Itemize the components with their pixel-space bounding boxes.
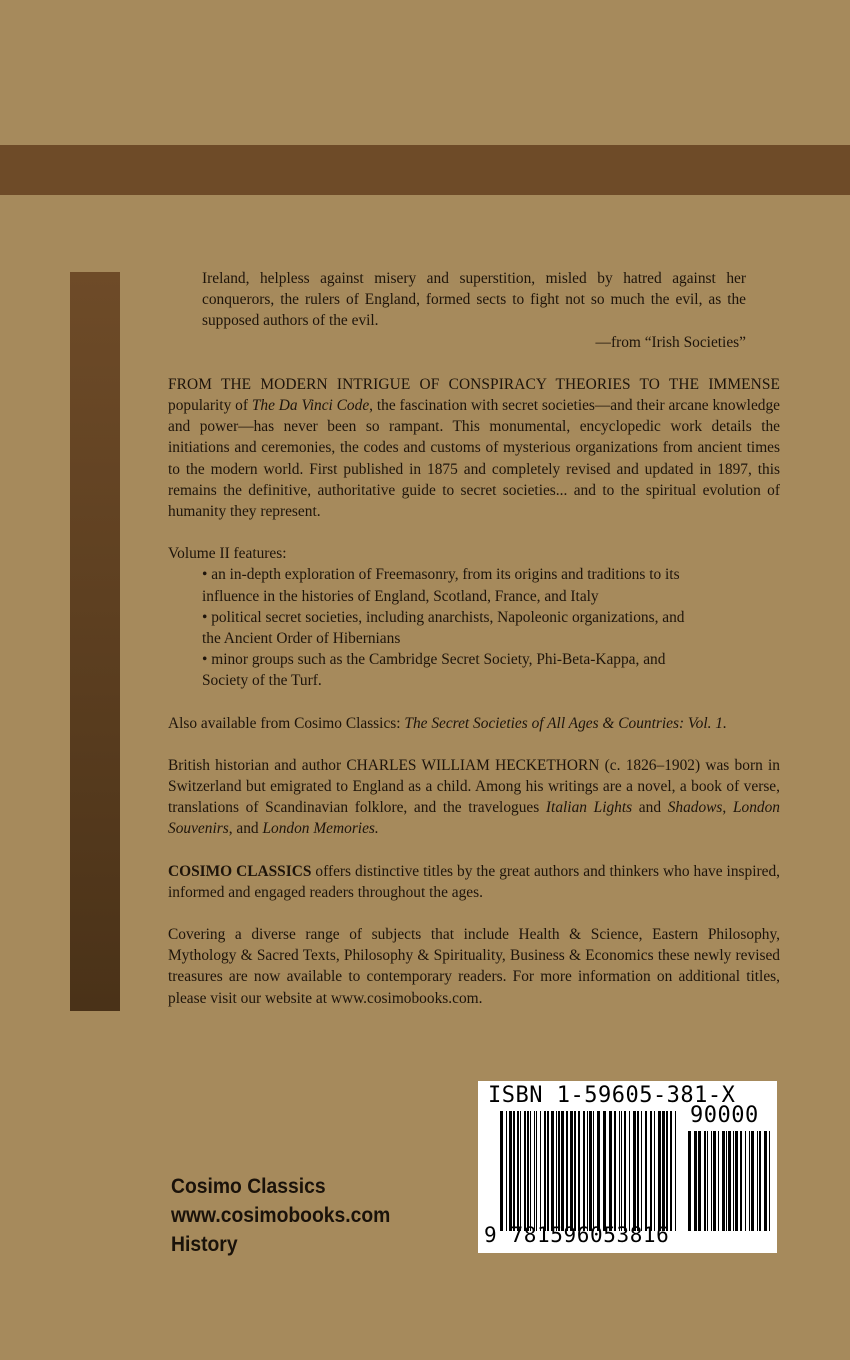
bio-title-london-memories: London Memories. xyxy=(262,820,379,838)
side-bar xyxy=(70,272,120,1011)
feature-item: • an in-depth exploration of Freemasonry, from its origins and traditions to its influence in the histories of England, Scotland, France, and Italy xyxy=(202,566,680,605)
barcode-bar xyxy=(764,1131,767,1231)
barcode-bar xyxy=(544,1111,546,1231)
bio-title-shadows: Shadows xyxy=(667,799,723,817)
back-cover-text xyxy=(168,268,780,1009)
bio-connector: , and xyxy=(228,820,263,838)
barcode-bar xyxy=(527,1111,529,1231)
barcode-bar xyxy=(733,1131,734,1231)
epigraph-source: —from “Irish Societies” xyxy=(595,333,746,351)
barcode-bar xyxy=(570,1111,573,1231)
barcode-bar xyxy=(650,1111,652,1231)
barcode-bar xyxy=(589,1111,592,1231)
barcode-bar xyxy=(675,1111,676,1231)
feature-item: • minor groups such as the Cambridge Secret Society, Phi-Beta-Kappa, and Society of the Turf. xyxy=(202,651,666,690)
barcode-bar xyxy=(726,1131,727,1231)
barcode-bar xyxy=(517,1111,519,1231)
barcode-addon-digits: 90000 xyxy=(690,1103,759,1128)
barcode-bar xyxy=(757,1131,758,1231)
barcode-bar xyxy=(759,1131,761,1231)
author-bio-text: British historian and author CHARLES WILLIAM HECKETHORN (c. 1826–1902) was born in Switzerland but emigrated to England as a child. Among his writings are a novel, a book of verse, translations of Scandinavian folklore, and the travelogues xyxy=(168,756,780,817)
barcode-bar xyxy=(520,1111,521,1231)
barcode-bar xyxy=(718,1131,719,1231)
barcode-bar xyxy=(641,1111,642,1231)
bio-title-italian-lights: Italian Lights xyxy=(545,799,633,817)
barcode-bar xyxy=(654,1111,655,1231)
barcode-bar xyxy=(745,1131,746,1231)
also-available-title: The Secret Societies of All Ages & Countries: Vol. 1. xyxy=(404,714,727,732)
coverage-paragraph: Covering a diverse range of subjects that include Health & Science, Eastern Philosophy, Mythology & Sacred Texts, Philosophy & Spirituality, Business & Economics these newly revised treasures are now available to contemporary readers. For more information on additional titles, please visit our website at www.cosimobooks.com. xyxy=(168,926,780,1007)
barcode-bar xyxy=(658,1111,661,1231)
footer-website: www.cosimobooks.com xyxy=(171,1204,391,1227)
publisher-text: offers distinctive titles by the great authors and thinkers who have inspired, informed and engaged readers throughout the ages. xyxy=(168,862,780,901)
barcode-bar xyxy=(578,1111,580,1231)
barcode-bar xyxy=(698,1131,701,1231)
barcode-bar xyxy=(583,1111,585,1231)
also-available-prefix: Also available from Cosimo Classics: xyxy=(168,714,405,732)
barcode-bar xyxy=(561,1111,564,1231)
author-bio xyxy=(168,755,780,840)
barcode-bar xyxy=(645,1111,647,1231)
barcode-bar xyxy=(509,1111,512,1231)
barcode-bar xyxy=(707,1131,708,1231)
bio-connector: and xyxy=(632,799,668,817)
intro-body: , the fascination with secret societies—and their arcane knowledge and power—has never been so rampant. This monumental, encyclopedic work details the initiations and ceremonies, the codes and customs of mysterious organizations from ancient times to the modern world. First published in 1875 and completely revised and updated in 1897, this remains the definitive, authoritative guide to secret societies... and to the spiritual evolution of humanity they represent. xyxy=(168,397,781,521)
barcode-bar xyxy=(500,1111,503,1231)
barcode-bar xyxy=(534,1111,535,1231)
barcode-bar xyxy=(711,1131,712,1231)
barcode-bar xyxy=(603,1111,606,1231)
barcode-bar xyxy=(735,1131,738,1231)
barcode-bar xyxy=(769,1131,770,1231)
barcode-bar xyxy=(506,1111,507,1231)
isbn-label: ISBN 1-59605-381-X xyxy=(488,1083,736,1108)
footer-imprint-name: Cosimo Classics xyxy=(171,1175,326,1198)
barcode xyxy=(478,1081,777,1253)
features-heading: Volume II features: xyxy=(168,545,287,563)
barcode-bar xyxy=(694,1131,697,1231)
barcode-bar xyxy=(609,1111,612,1231)
barcode-bar xyxy=(728,1131,731,1231)
barcode-bar xyxy=(722,1131,725,1231)
barcode-bar xyxy=(593,1111,594,1231)
barcode-bar xyxy=(558,1111,560,1231)
barcode-bar xyxy=(513,1111,515,1231)
bio-connector: , xyxy=(722,799,733,817)
ean-digits xyxy=(484,1223,669,1247)
intro-before-title: popularity of xyxy=(168,397,252,415)
barcode-bar xyxy=(551,1111,554,1231)
publisher-paragraph xyxy=(168,861,780,903)
top-band xyxy=(0,145,850,195)
barcode-bar xyxy=(621,1111,622,1231)
barcode-bar xyxy=(614,1111,616,1231)
barcode-bar xyxy=(597,1111,600,1231)
barcode-bar xyxy=(619,1111,620,1231)
barcode-bar xyxy=(574,1111,576,1231)
barcode-bar xyxy=(662,1111,665,1231)
intro-paragraph xyxy=(168,374,780,522)
feature-item: • political secret societies, including anarchists, Napoleonic organizations, and the Ancient Order of Hibernians xyxy=(202,608,685,648)
barcode-bar xyxy=(704,1131,706,1231)
barcode-bar xyxy=(566,1111,568,1231)
intro-book-title: The Da Vinci Code xyxy=(251,397,370,415)
barcode-bar xyxy=(740,1131,742,1231)
ean-digit-group: 781596053816 xyxy=(510,1223,670,1247)
footer-imprint xyxy=(171,1172,390,1259)
barcode-bar xyxy=(633,1111,636,1231)
barcode-bar xyxy=(524,1111,526,1231)
ean-first-digit: 9 xyxy=(484,1223,498,1247)
barcode-bar xyxy=(536,1111,537,1231)
epigraph xyxy=(202,268,746,353)
also-available xyxy=(168,713,780,734)
epigraph-text: Ireland, helpless against misery and superstition, misled by hatred against her conquerors, the rulers of England, formed sects to fight not so much the evil, as the supposed authors of the evil. xyxy=(202,270,746,330)
barcode-bar xyxy=(751,1131,754,1231)
barcode-bar xyxy=(713,1131,716,1231)
barcode-bar xyxy=(587,1111,588,1231)
barcode-bar xyxy=(637,1111,639,1231)
footer-category: History xyxy=(171,1233,238,1256)
barcode-bar xyxy=(530,1111,531,1231)
barcode-bar xyxy=(540,1111,541,1231)
bio-title-london-souvenirs: London Souvenirs xyxy=(168,799,780,838)
intro-caps: FROM THE MODERN INTRIGUE OF CONSPIRACY THEORIES TO THE IMMENSE xyxy=(168,375,780,393)
barcode-bar xyxy=(629,1111,630,1231)
publisher-name: COSIMO CLASSICS xyxy=(168,862,312,880)
features-list xyxy=(168,564,702,691)
barcode-bar xyxy=(556,1111,557,1231)
barcode-bar xyxy=(624,1111,626,1231)
barcode-bar xyxy=(688,1131,691,1231)
barcode-bar xyxy=(547,1111,549,1231)
barcode-bar xyxy=(670,1111,672,1231)
barcode-bar xyxy=(749,1131,750,1231)
barcode-bar xyxy=(666,1111,668,1231)
